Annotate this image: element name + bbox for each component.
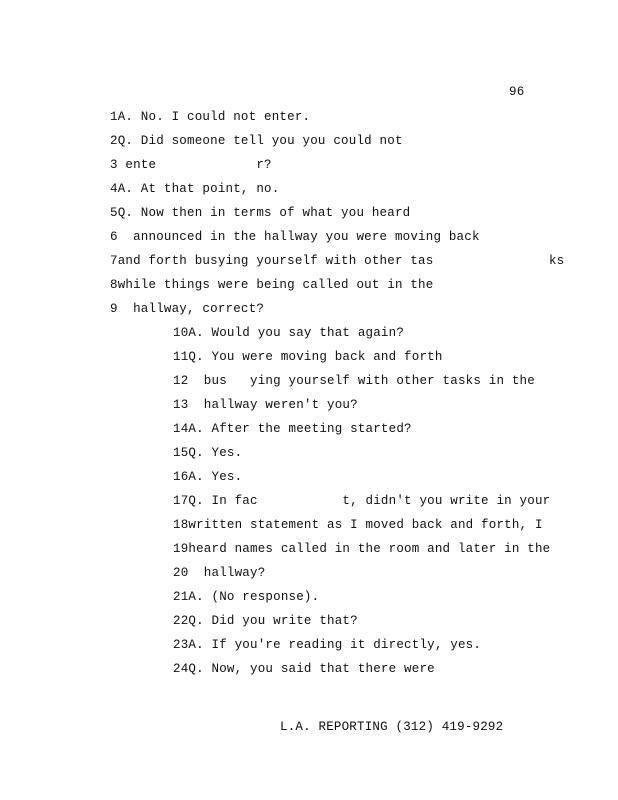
transcript-line-18: 18written statement as I moved back and forth, I (173, 518, 543, 532)
transcript-line-15: 15Q. Yes. (173, 446, 243, 460)
transcript-line-20: 20 hallway? (173, 566, 266, 580)
transcript-line-5: 5Q. Now then in terms of what you heard (110, 206, 411, 220)
transcript-line-6: 6 announced in the hallway you were moving back (110, 230, 480, 244)
transcript-line-11: 11Q. You were moving back and forth (173, 350, 443, 364)
transcript-line-13: 13 hallway weren't you? (173, 398, 358, 412)
transcript-line-10: 10A. Would you say that again? (173, 326, 405, 340)
transcript-line-19: 19heard names called in the room and later in the (173, 542, 551, 556)
transcript-line-17: 17Q. In fac t, didn't you write in your (173, 494, 551, 508)
transcript-line-1: 1A. No. I could not enter. (110, 110, 311, 124)
transcript-line-14: 14A. After the meeting started? (173, 422, 412, 436)
transcript-line-22: 22Q. Did you write that? (173, 614, 358, 628)
page-number: 96 (509, 85, 525, 99)
transcript-line-7: 7and forth busying yourself with other tas ks (110, 254, 565, 268)
transcript-line-16: 16A. Yes. (173, 470, 243, 484)
transcript-line-2: 2Q. Did someone tell you you could not (110, 134, 403, 148)
transcript-line-23: 23A. If you're reading it directly, yes. (173, 638, 482, 652)
transcript-line-4: 4A. At that point, no. (110, 182, 280, 196)
transcript-line-12: 12 bus ying yourself with other tasks in the (173, 374, 535, 388)
transcript-line-24: 24Q. Now, you said that there were (173, 662, 435, 676)
transcript-line-21: 21A. (No response). (173, 590, 320, 604)
transcript-line-8: 8while things were being called out in the (110, 278, 434, 292)
transcript-line-3: 3 ente r? (110, 158, 272, 172)
reporter-footer: L.A. REPORTING (312) 419-9292 (280, 720, 504, 734)
transcript-line-9: 9 hallway, correct? (110, 302, 265, 316)
